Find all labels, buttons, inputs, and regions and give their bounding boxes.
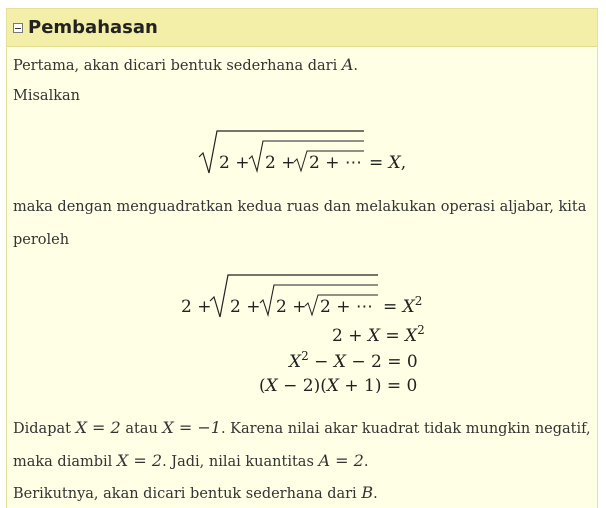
atau-text: atau — [120, 421, 163, 437]
berikutnya-period: . — [373, 486, 378, 502]
paragraph-berikutnya — [13, 483, 378, 502]
solution-header[interactable] — [7, 9, 597, 47]
svg-text:2 +: 2 + — [219, 153, 250, 173]
svg-text:2 +: 2 + — [265, 153, 296, 173]
solution-box — [6, 8, 598, 508]
svg-text:= X2: = $X^2$ — [383, 294, 423, 317]
collapse-icon[interactable] — [13, 23, 23, 33]
paragraph-misalkan: Misalkan — [13, 88, 80, 104]
svg-text:2 + ⋯: 2 + ⋯ — [309, 153, 362, 173]
intro-text: Pertama, akan dicari bentuk sederhana dari — [13, 58, 342, 74]
var-a: A — [341, 55, 354, 74]
paragraph-diambil — [13, 451, 368, 470]
math-x-eq-2: X = 2 — [75, 418, 121, 437]
svg-text:(X − 2)(X + 1) = 0: (X − 2)(X + 1) = 0 — [259, 376, 418, 393]
equation-derivation — [177, 271, 437, 393]
period-text: . — [363, 454, 369, 470]
math-x-eq-neg1: X = −1 — [162, 418, 221, 437]
berikutnya-text: Berikutnya, akan dicari bentuk sederhana dari — [13, 486, 362, 502]
math-a-eq-2: A = 2 — [318, 451, 364, 470]
solution-title: Pembahasan — [28, 17, 158, 38]
didapat-text: Didapat — [13, 421, 76, 437]
svg-text:2 + X = X2: $2 + X = X^2$ — [332, 323, 425, 346]
karena-text: . Karena nilai akar kuadrat tidak mungkin negatif, — [220, 421, 591, 437]
svg-text:2 +: 2 + — [230, 297, 261, 317]
paragraph-peroleh: peroleh — [13, 232, 70, 248]
paragraph-maka: maka dengan menguadratkan kedua ruas dan melakukan operasi aljabar, kita — [13, 199, 587, 215]
svg-text:2 +: 2 + — [276, 297, 307, 317]
var-b: B — [361, 483, 374, 502]
svg-text:X2 − X − 2 = 0: $X^2 - X - 2 = 0$ — [289, 349, 418, 372]
jadi-text: . Jadi, nilai kuantitas — [162, 454, 319, 470]
intro-period: . — [353, 58, 359, 74]
svg-text:= X,: = X, — [369, 153, 407, 173]
math-x-eq-2-b: X = 2 — [116, 451, 163, 470]
paragraph-intro — [13, 55, 358, 74]
equation-nested-radical — [197, 127, 427, 177]
paragraph-didapat — [13, 418, 591, 437]
svg-text:2 +: 2 + — [181, 297, 212, 317]
diambil-text: maka diambil — [13, 454, 117, 470]
svg-text:2 + ⋯: 2 + ⋯ — [320, 297, 373, 317]
